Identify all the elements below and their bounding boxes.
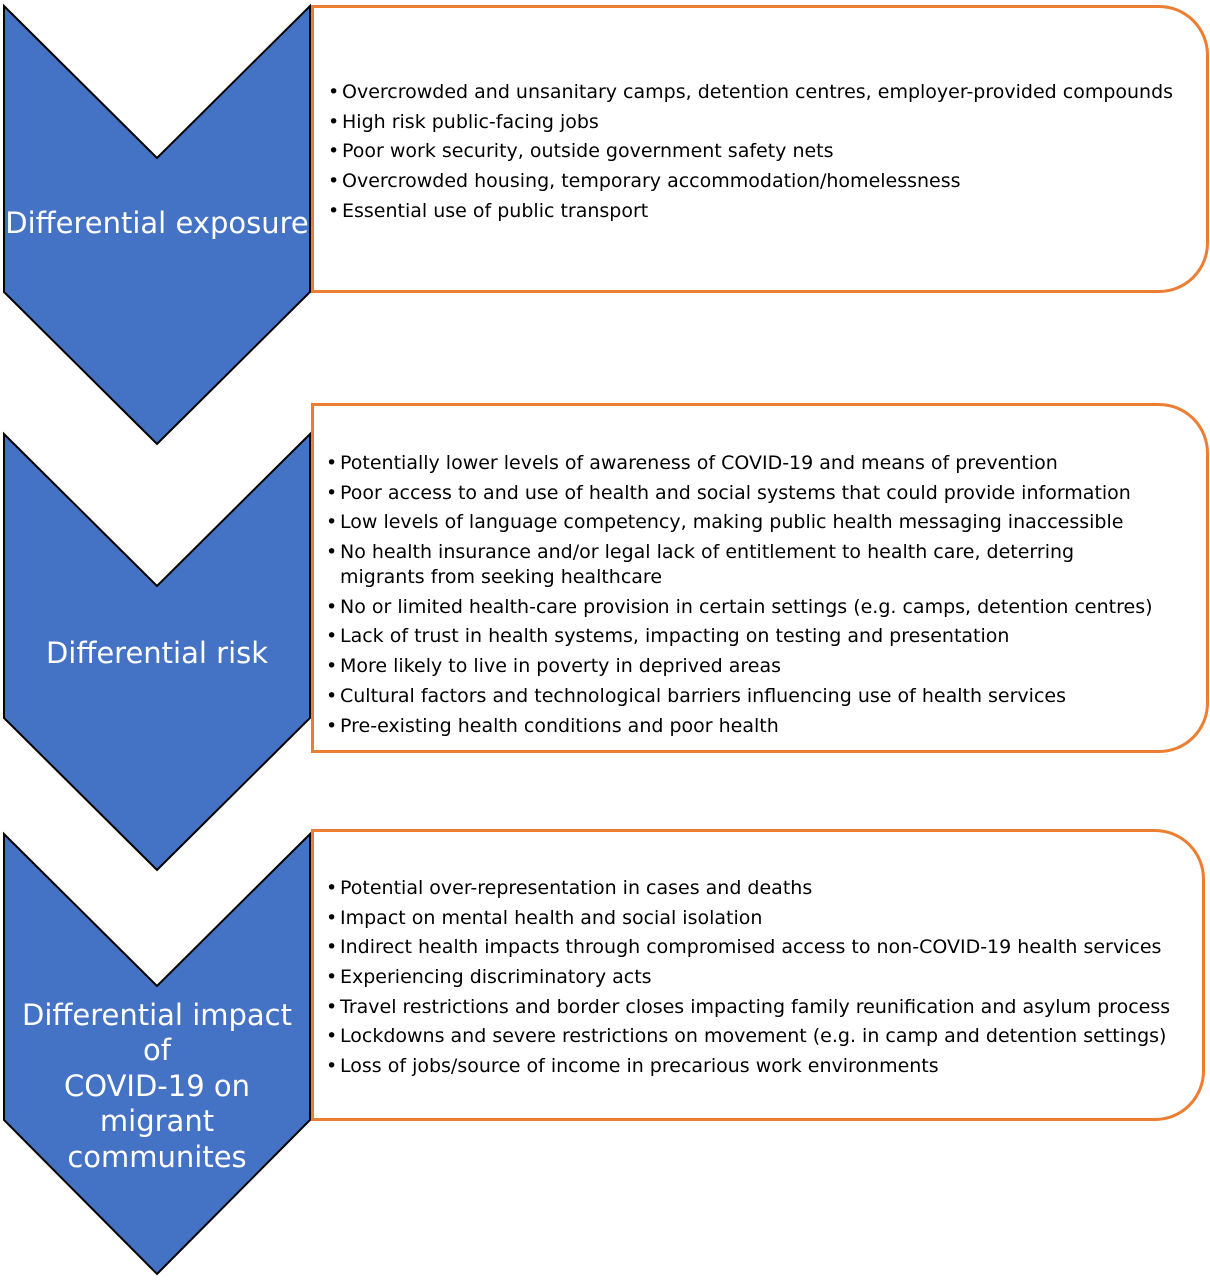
stage-label-exposure: Differential exposure bbox=[5, 206, 309, 240]
list-item: • Experiencing discriminatory acts bbox=[326, 965, 1184, 990]
list-item: • Lack of trust in health systems, impacting on testing and presentation bbox=[326, 624, 1188, 649]
list-item: • Overcrowded housing, temporary accommodation/homelessness bbox=[328, 169, 1188, 194]
risk-factors-list bbox=[326, 451, 1188, 743]
list-item: • Low levels of language competency, making public health messaging inaccessible bbox=[326, 510, 1188, 535]
exposure-factors-list bbox=[328, 80, 1188, 228]
list-item: • Essential use of public transport bbox=[328, 199, 1188, 224]
impact-factors-box bbox=[311, 829, 1205, 1121]
list-item: • More likely to live in poverty in deprived areas bbox=[326, 654, 1188, 679]
list-item: • High risk public-facing jobs bbox=[328, 110, 1188, 135]
risk-factors-box bbox=[311, 403, 1209, 753]
exposure-factors-box bbox=[311, 5, 1209, 293]
stage-label-risk: Differential risk bbox=[45, 636, 269, 670]
list-item: • Travel restrictions and border closes impacting family reunification and asylum process bbox=[326, 995, 1184, 1020]
list-item: • Lockdowns and severe restrictions on movement (e.g. in camp and detention settings) bbox=[326, 1024, 1184, 1049]
list-item: • Potentially lower levels of awareness of COVID-19 and means of prevention bbox=[326, 451, 1188, 476]
list-item: • Loss of jobs/source of income in precarious work environments bbox=[326, 1054, 1184, 1079]
list-item: • No or limited health-care provision in certain settings (e.g. camps, detention centres) bbox=[326, 595, 1188, 620]
list-item: • Pre-existing health conditions and poor health bbox=[326, 714, 1188, 739]
list-item: • Indirect health impacts through compromised access to non-COVID-19 health services bbox=[326, 935, 1184, 960]
list-item: • Poor work security, outside government safety nets bbox=[328, 139, 1188, 164]
impact-factors-list bbox=[326, 876, 1184, 1084]
list-item: • Poor access to and use of health and social systems that could provide information bbox=[326, 481, 1188, 506]
stage-label-impact: Differential impact of COVID-19 on migrant communites bbox=[22, 998, 292, 1174]
list-item: • Impact on mental health and social isolation bbox=[326, 906, 1184, 931]
list-item: • Potential over-representation in cases and deaths bbox=[326, 876, 1184, 901]
list-item: • No health insurance and/or legal lack of entitlement to health care, deterring migrants from seeking healthcare bbox=[326, 540, 1160, 590]
list-item: • Overcrowded and unsanitary camps, detention centres, employer-provided compounds bbox=[328, 80, 1188, 105]
list-item: • Cultural factors and technological barriers influencing use of health services bbox=[326, 684, 1188, 709]
